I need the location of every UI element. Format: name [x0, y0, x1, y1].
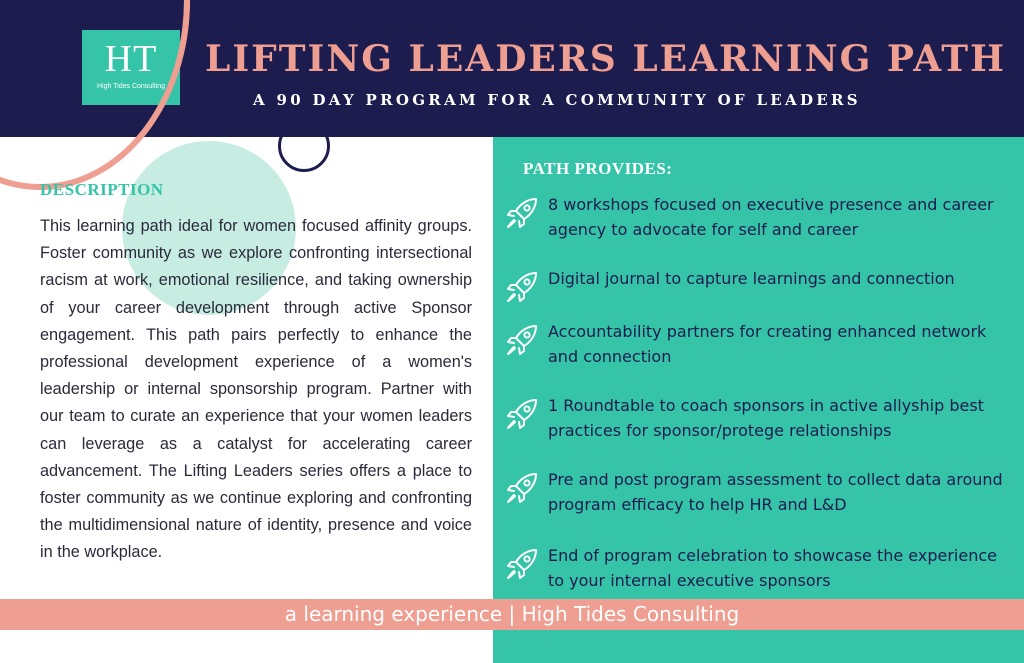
decorative-ring — [278, 120, 330, 172]
footer-text: a learning experience | High Tides Consulting — [284, 602, 740, 626]
path-item-text: Accountability partners for creating enhanced network and connection — [548, 322, 987, 366]
path-item — [505, 543, 1015, 593]
page-title: LIFTING LEADERS LEARNING PATH — [205, 38, 1007, 80]
description-heading: DESCRIPTION — [40, 180, 164, 199]
rocket-icon — [505, 270, 539, 304]
rocket-icon — [505, 323, 539, 357]
rocket-icon — [505, 547, 539, 581]
description-section — [40, 180, 472, 567]
page-subtitle: A 90 DAY PROGRAM FOR A COMMUNITY OF LEADERS — [253, 91, 861, 109]
path-item — [505, 393, 1015, 443]
description-text: This learning path ideal for women focused affinity groups. Foster community as we explore confronting intersectional racism at work, emotional resilience, and taking ownership of your career development through active Sponsor engagement. This path pairs perfectly to enhance the professional development experience of a women's leadership or internal sponsorship program. Partner with our team to curate an experience that your women leaders can leverage as a catalyst for accelerating career advancement. The Lifting Leaders series offers a place to foster community as we continue exploring and confronting the multidimensional nature of identity, presence and voice in the workplace. — [40, 217, 472, 562]
rocket-icon — [505, 397, 539, 431]
path-item-text: Digital journal to capture learnings and connection — [548, 269, 955, 288]
path-item-text: 1 Roundtable to coach sponsors in active allyship best practices for sponsor/protege relationships — [548, 396, 984, 440]
footer-banner — [0, 599, 1024, 630]
path-heading: PATH PROVIDES: — [523, 159, 673, 178]
logo-company-name: High Tides Consulting — [96, 83, 166, 90]
path-item — [505, 467, 1015, 517]
path-item-text: 8 workshops focused on executive presence and career agency to advocate for self and career — [548, 195, 994, 239]
path-provides-panel — [493, 137, 1024, 663]
path-item — [505, 192, 1015, 242]
path-item-text: End of program celebration to showcase the experience to your internal executive sponsors — [548, 546, 997, 590]
logo-mark: HT — [104, 38, 158, 80]
path-item — [505, 319, 1015, 369]
rocket-icon — [505, 471, 539, 505]
path-item — [505, 266, 1015, 304]
rocket-icon — [505, 196, 539, 230]
path-item-text: Pre and post program assessment to collect data around program efficacy to help HR and L&D — [548, 470, 1003, 514]
